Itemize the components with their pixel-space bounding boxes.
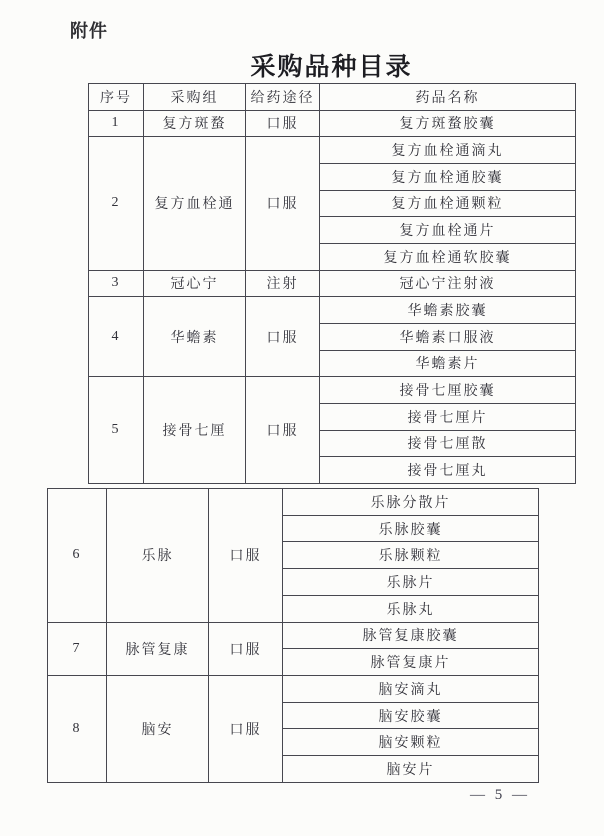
- column-header: 给药途径: [246, 84, 320, 111]
- catalog-table-bottom-body: [48, 489, 539, 783]
- drug-name-cell: 华蟾素胶囊: [320, 297, 576, 324]
- table-row: [48, 489, 539, 516]
- column-header: 序号: [89, 84, 144, 111]
- administration-route-cell: 注射: [246, 270, 320, 297]
- table-row: [89, 270, 576, 297]
- drug-name-cell: 华蟾素口服液: [320, 323, 576, 350]
- table-row: [89, 297, 576, 324]
- attachment-label: 附件: [70, 21, 108, 41]
- procurement-group-cell: 接骨七厘: [144, 377, 246, 484]
- drug-name-cell: 华蟾素片: [320, 350, 576, 377]
- drug-name-cell: 冠心宁注射液: [320, 270, 576, 297]
- page-title: 采购品种目录: [250, 54, 413, 81]
- administration-route-cell: 口服: [246, 297, 320, 377]
- serial-number-cell: 7: [48, 622, 107, 675]
- table-row: [89, 110, 576, 137]
- drug-name-cell: 脑安片: [283, 756, 539, 783]
- procurement-group-cell: 乐脉: [107, 489, 209, 623]
- serial-number-cell: 5: [89, 377, 144, 484]
- drug-name-cell: 乐脉颗粒: [283, 542, 539, 569]
- procurement-group-cell: 复方血栓通: [144, 137, 246, 270]
- administration-route-cell: 口服: [246, 137, 320, 270]
- drug-name-cell: 脉管复康片: [283, 649, 539, 676]
- table-row: [48, 622, 539, 649]
- procurement-group-cell: 脉管复康: [107, 622, 209, 675]
- procurement-group-cell: 复方斑蝥: [144, 110, 246, 137]
- drug-name-cell: 乐脉胶囊: [283, 515, 539, 542]
- drug-name-cell: 接骨七厘散: [320, 430, 576, 457]
- column-header: 采购组: [144, 84, 246, 111]
- catalog-table-bottom: [47, 488, 539, 783]
- catalog-table-top: [88, 83, 576, 484]
- table-row: [89, 137, 576, 164]
- drug-name-cell: 乐脉分散片: [283, 489, 539, 516]
- drug-name-cell: 复方血栓通颗粒: [320, 190, 576, 217]
- serial-number-cell: 6: [48, 489, 107, 623]
- column-header: 药品名称: [320, 84, 576, 111]
- drug-name-cell: 脉管复康胶囊: [283, 622, 539, 649]
- table-row: [89, 377, 576, 404]
- serial-number-cell: 4: [89, 297, 144, 377]
- procurement-group-cell: 冠心宁: [144, 270, 246, 297]
- drug-name-cell: 复方血栓通滴丸: [320, 137, 576, 164]
- drug-name-cell: 脑安颗粒: [283, 729, 539, 756]
- administration-route-cell: 口服: [209, 489, 283, 623]
- serial-number-cell: 8: [48, 676, 107, 783]
- drug-name-cell: 复方血栓通软胶囊: [320, 243, 576, 270]
- drug-name-cell: 接骨七厘丸: [320, 457, 576, 484]
- header-row: [89, 84, 576, 111]
- drug-name-cell: 脑安胶囊: [283, 702, 539, 729]
- procurement-group-cell: 脑安: [107, 676, 209, 783]
- table-row: [48, 676, 539, 703]
- administration-route-cell: 口服: [209, 622, 283, 675]
- procurement-group-cell: 华蟾素: [144, 297, 246, 377]
- administration-route-cell: 口服: [246, 110, 320, 137]
- administration-route-cell: 口服: [246, 377, 320, 484]
- serial-number-cell: 2: [89, 137, 144, 270]
- drug-name-cell: 接骨七厘片: [320, 403, 576, 430]
- drug-name-cell: 复方血栓通胶囊: [320, 163, 576, 190]
- catalog-table-top-body: [89, 84, 576, 484]
- drug-name-cell: 乐脉丸: [283, 595, 539, 622]
- drug-name-cell: 接骨七厘胶囊: [320, 377, 576, 404]
- drug-name-cell: 复方血栓通片: [320, 217, 576, 244]
- drug-name-cell: 脑安滴丸: [283, 676, 539, 703]
- serial-number-cell: 3: [89, 270, 144, 297]
- drug-name-cell: 复方斑蝥胶囊: [320, 110, 576, 137]
- administration-route-cell: 口服: [209, 676, 283, 783]
- serial-number-cell: 1: [89, 110, 144, 137]
- drug-name-cell: 乐脉片: [283, 569, 539, 596]
- page-number: — 5 —: [470, 787, 530, 803]
